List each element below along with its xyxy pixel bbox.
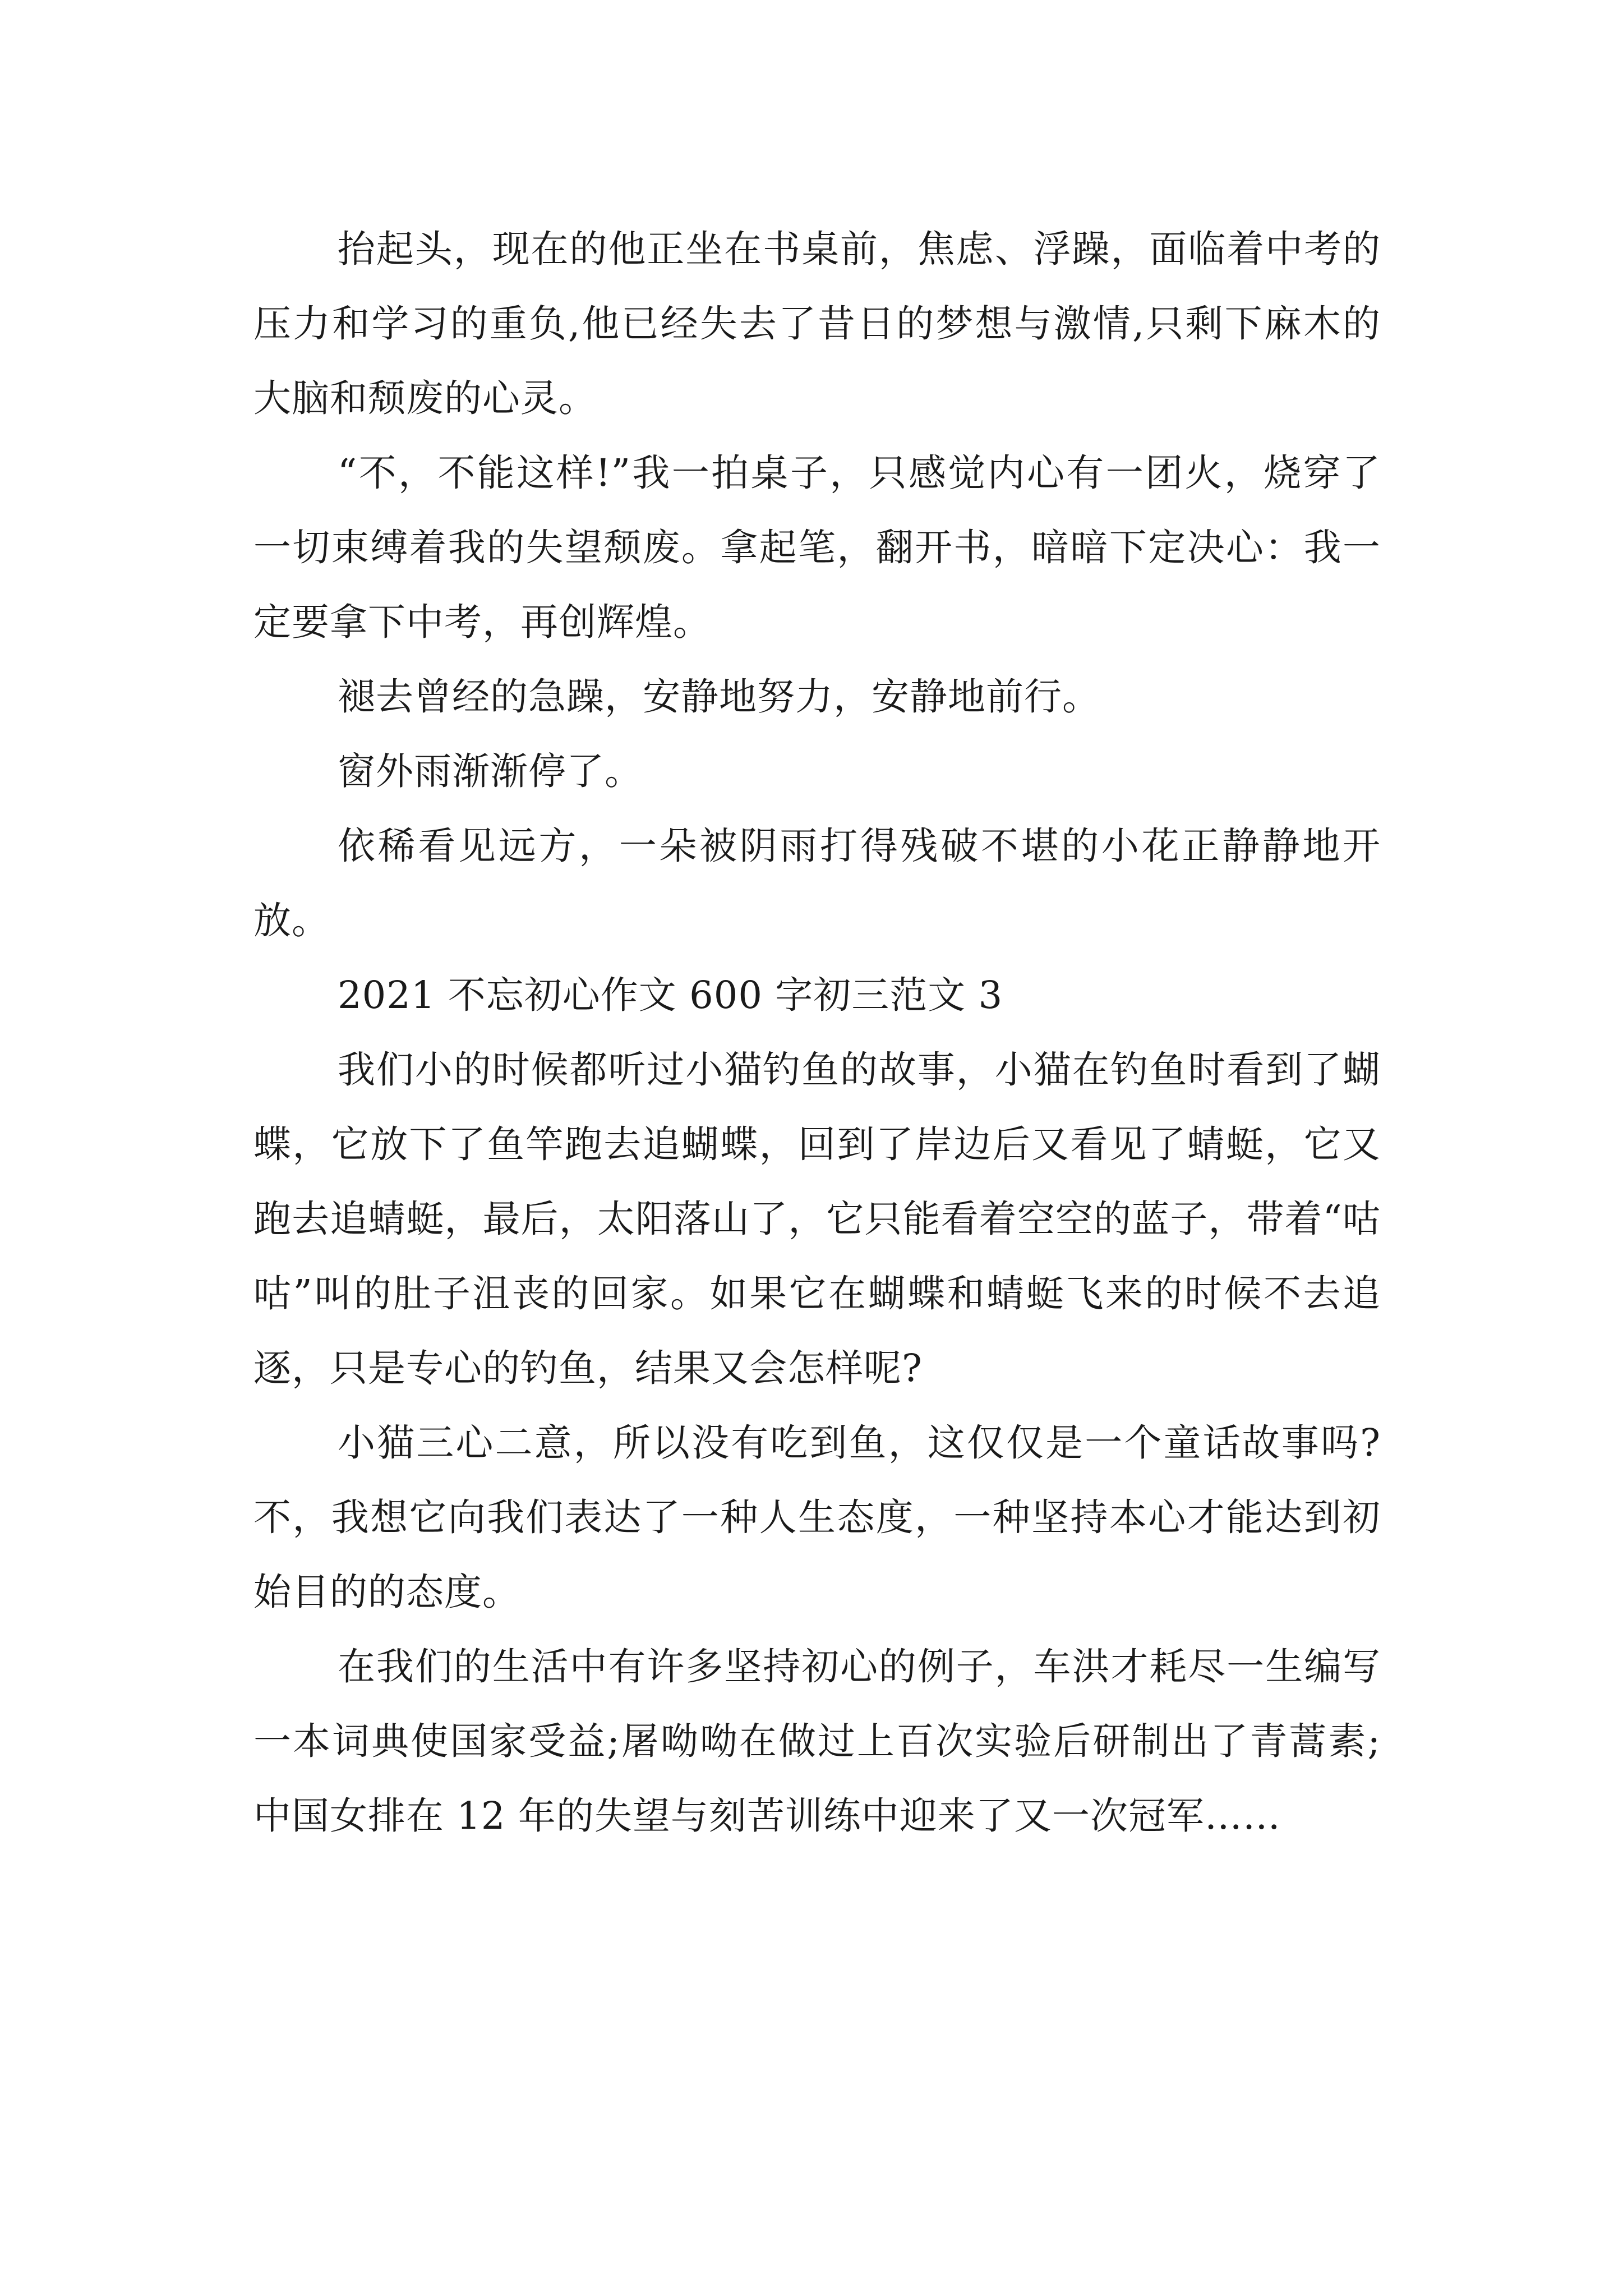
paragraph-1: 抬起头，现在的他正坐在书桌前，焦虑、浮躁，面临着中考的压力和学习的重负,他已经失去了昔日的梦想与激情,只剩下麻木的大脑和颓废的心灵。 <box>253 227 1381 420</box>
paragraph-5: 依稀看见远方，一朵被阴雨打得残破不堪的小花正静静地开放。 <box>253 824 1381 942</box>
section-title: 2021 不忘初心作文 600 字初三范文 3 <box>338 973 1003 1017</box>
paragraph-2: “不，不能这样!”我一拍桌子，只感觉内心有一团火，烧穿了一切束缚着我的失望颓废。拿起笔，翻开书，暗暗下定决心：我一定要拿下中考，再创辉煌。 <box>253 451 1381 644</box>
paragraph-4: 窗外雨渐渐停了。 <box>338 749 643 793</box>
paragraph-3: 褪去曾经的急躁，安静地努力，安静地前行。 <box>338 675 1100 719</box>
section-paragraph-1: 我们小的时候都听过小猫钓鱼的故事，小猫在钓鱼时看到了蝴蝶，它放下了鱼竿跑去追蝴蝶，回到了岸边后又看见了蜻蜓，它又跑去追蜻蜓，最后，太阳落山了，它只能看着空空的蓝子，带着“咕咕”叫的肚子沮丧的回家。如果它在蝴蝶和蜻蜓飞来的时候不去追逐，只是专心的钓鱼，结果又会怎样呢? <box>253 1048 1381 1390</box>
document-body <box>253 212 1381 1853</box>
section-paragraph-2: 小猫三心二意，所以没有吃到鱼，这仅仅是一个童话故事吗?不，我想它向我们表达了一种人生态度，一种坚持本心才能达到初始目的的态度。 <box>253 1421 1381 1614</box>
section-paragraph-3: 在我们的生活中有许多坚持初心的例子，车洪才耗尽一生编写一本词典使国家受益;屠呦呦在做过上百次实验后研制出了青蒿素;中国女排在 12 年的失望与刻苦训练中迎来了又一次冠军…… <box>253 1645 1381 1838</box>
